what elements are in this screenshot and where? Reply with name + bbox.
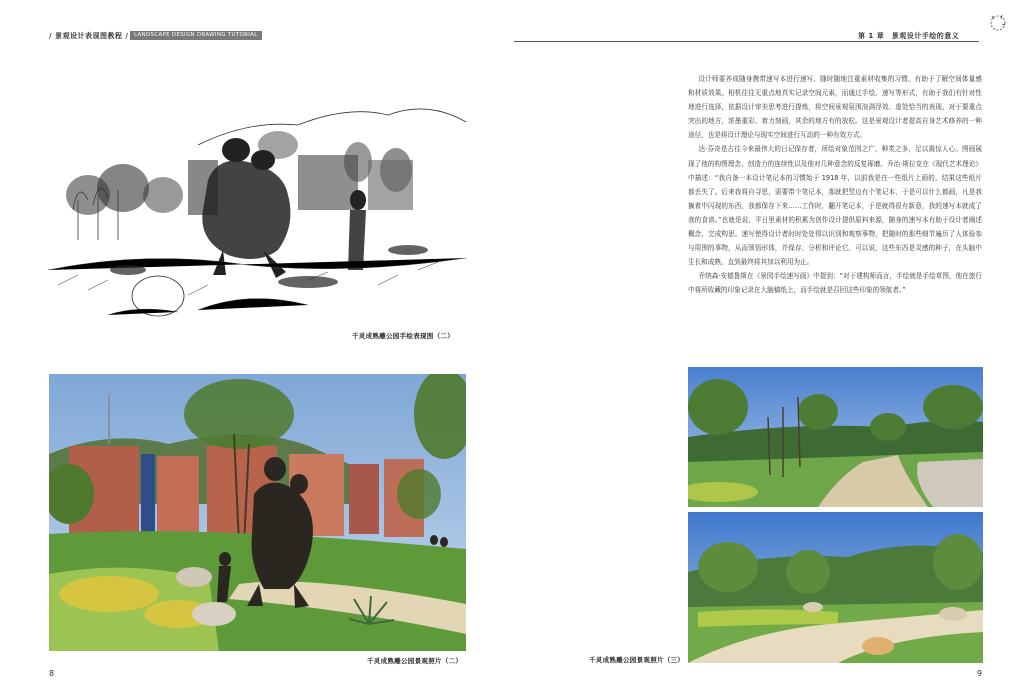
sketch-caption: 千灵成熟雕公园手绘表现图（二） <box>352 332 454 340</box>
chapter-ornament-icon <box>986 12 1010 34</box>
park-path-photo-bottom <box>688 512 983 663</box>
right-header-rule <box>514 41 979 42</box>
paragraph: 乔纳森·安德鲁斯在《景园手绘速写画》中提到：“对于建构师而言，手绘就是手绘草图，他在旅行中将所收藏的印象记录在大脑稿纸上，而手绘就是召回这些印象的领航者。” <box>688 272 982 295</box>
photo-right-caption: 千灵成熟雕公园景观照片（三） <box>589 656 685 664</box>
right-running-title: 第 1 章 景观设计手绘的意义 <box>858 32 960 40</box>
body-text <box>688 72 982 298</box>
paragraph: 达·芬奇是古往今来最伟大的日记保存者，所绘对象范围之广，种类之多，足以震惊人心。图画展现了他的构图理念、创造力的连续性以及他对几种意念的反复琢磨。乔治·斯拉克在《现代艺术理论》中描述：“我自备一本设计笔记本的习惯始于 1918 年，以前我是在一些纸片上画的，结果这些纸片都丢失了。后来我将自寻思，需要带个笔记本，那就把竖边有个笔记本，于是可以什么都画，凡是我搁着中闪现的东西，我都保存下来……工作时，翻开笔记本，于是就得很有新意，我的速写本就成了我的食谱。”也就是说，平日里素材的积累为创作设计提供原料来源，随身的速写本有助于设计者阐述概念，完成构思。速写使得设计者时时处处得以识别和观察事物，把随时的那些细节遍历了人体验参与周围的事物，从而领悟形体，并保存、分析和评论它。可以说，这些东西是灵感的种子，在头脑中生长和成熟，直到最终将其加以利用为止。 <box>688 145 982 267</box>
left-page-number: 8 <box>49 669 55 678</box>
paragraph: 设计师要养成随身携带速写本进行速写、随时随地注重素材收集的习惯，有助于了解空间体量感和材质效果。相机往往无重点地真实记录空间元素，而通过手绘、速写等形式，有助于我们有针对性地进行选择，依据设计审美思考进行提炼，将空间景观氛围渲满浮效、虚处恰当的表现。对于要重点突出的地方，浓墨重彩、着力刻画，其余的地方有的放松。这是景观设计者提高自身艺术修养的一种途径，也是将设计理论与现实空间进行互动的一种有效方式。 <box>688 75 982 140</box>
right-page-number: 9 <box>977 669 983 678</box>
photo-left-caption: 千灵成熟雕公园景观照片（二） <box>367 657 463 665</box>
park-path-photo-top <box>688 367 983 507</box>
landscape-sketch-illustration <box>48 100 466 322</box>
sculpture-park-photo <box>49 374 466 651</box>
left-running-title: / 景观设计表现图教程 / <box>49 32 129 40</box>
left-running-tag: LANDSCAPE DESIGN DRAWING TUTORIAL <box>130 31 262 40</box>
